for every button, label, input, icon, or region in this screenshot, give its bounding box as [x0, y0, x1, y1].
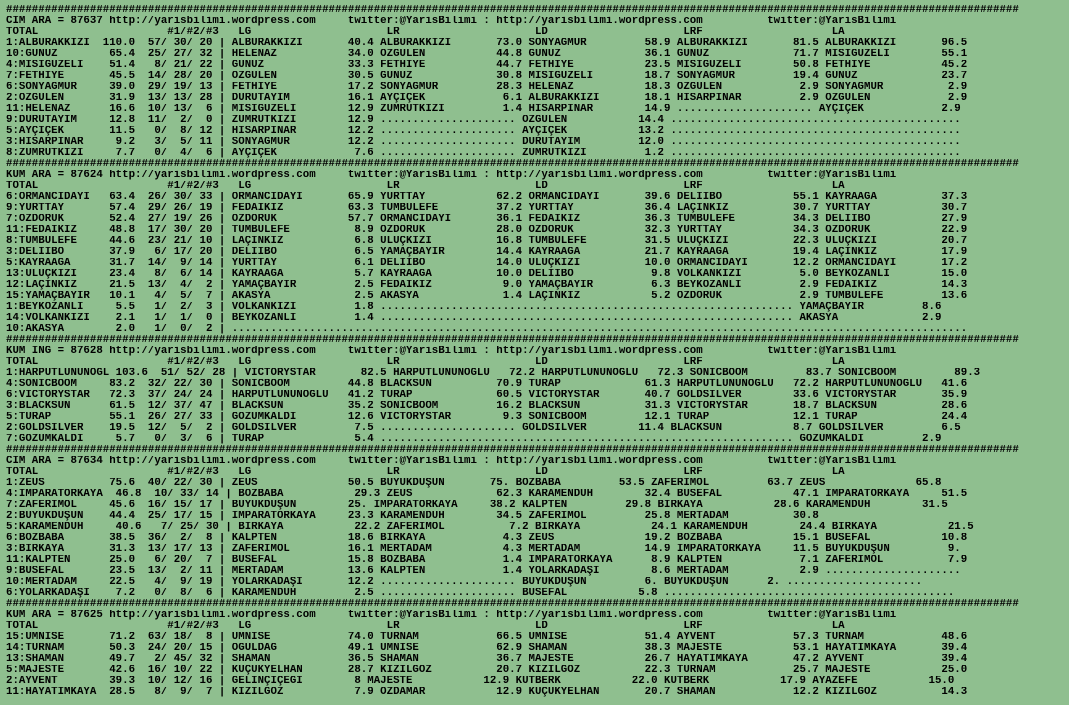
race-header-line: CIM ARA = 87637 http://yarisbilimi.wordpress.com twitter:@YarisBilimi : http://yarisbilimi.wordpress.com twitter:@YarisBilimi [6, 16, 897, 27]
result-row: 5:KARAMENDUH 40.6 7/ 25/ 30 | BİRKAYA 22.2 ZAFERİMOL 7.2 BİRKAYA 24.1 KARAMENDUH 24.4 BİRKAYA 21.5 [6, 522, 974, 533]
result-row: 3:HISARPINAR 9.2 3/ 5/ 11 | SONYAĞMUR 12.2 ..................... DURUTAYIM 12.0 ............................................. [6, 137, 961, 148]
column-header-line: TOTAL #1/#2/#3 LG LR LD LRF LA [6, 357, 845, 368]
result-row: 15:YAMAÇBAYIR 10.1 4/ 5/ 7 | AKASYA 2.5 AKASYA 1.4 LAÇİNKIZ 5.2 ÖZDORUK 2.9 TUMBULEFE 13.6 [6, 291, 968, 302]
result-row: 14:TURNAM 50.3 24/ 20/ 15 | OĞULDAĞ 49.1 UMNİSE 62.9 SHAMAN 38.3 MAJESTE 53.1 HAYATIMKAYA 39.4 [6, 643, 968, 654]
result-row: 10:AKASYA 2.0 1/ 0/ 2 | .................................................................................................................. [6, 324, 968, 335]
result-row: 11:FEDAİKIZ 48.8 17/ 30/ 20 | TUMBULEFE 8.9 ÖZDORUK 28.0 ÖZDORUK 32.3 YURTTAY 34.3 ÖZDORUK 22.9 [6, 225, 968, 236]
result-row: 11:KALPTEN 25.0 6/ 20/ 7 | BUSEFAL 15.8 BOZBABA 1.4 İMPARATORKAYA 8.9 KALPTEN 7.1 ZAFERİMOL 7.9 [6, 555, 968, 566]
result-row: 9:YURTTAY 57.4 29/ 26/ 19 | FEDAİKIZ 63.3 TUMBULEFE 37.2 YURTTAY 36.4 LAÇİNKIZ 30.7 YURTTAY 30.7 [6, 203, 968, 214]
result-row: 8:TUMBULEFE 44.6 23/ 21/ 10 | LAÇİNKIZ 6.8 ULUÇKIZI 16.8 TUMBULEFE 31.5 ULUÇKIZI 22.3 ULUÇKIZI 20.7 [6, 236, 968, 247]
result-row: 3:DELİİBO 37.9 6/ 17/ 20 | DELİİBO 6.5 YAMAÇBAYIR 14.4 KAYRAAĞA 21.7 KAYRAAĞA 19.4 LAÇİNKIZ 17.9 [6, 247, 968, 258]
result-row: 4:İMPARATORKAYA 46.8 10/ 33/ 14 | BOZBABA 29.3 ZEUS 62.3 KARAMENDUH 32.4 BUSEFAL 47.1 İMPARATORKAYA 51.5 [6, 489, 968, 500]
result-row: 11:HAYATIMKAYA 28.5 8/ 9/ 7 | KIZILGÖZ 7.9 ÖZDAMAR 12.9 KÜÇÜKYELHAN 20.7 SHAMAN 12.2 KIZILGÖZ 14.3 [6, 687, 968, 698]
result-row: 6:YOLARKADAŞI 7.2 0/ 8/ 6 | KARAMENDUH 2.5 ..................... BUSEFAL 5.8 ............................................. [6, 588, 955, 599]
result-row: 5:AYÇIÇEK 11.5 0/ 8/ 12 | HISARPINAR 12.2 ..................... AYÇIÇEK 13.2 ............................................. [6, 126, 961, 137]
column-header-line: TOTAL #1/#2/#3 LG LR LD LRF LA [6, 27, 845, 38]
result-row: 6:SONYAĞMUR 39.0 29/ 19/ 13 | FETHIYE 17.2 SONYAĞMUR 28.3 HELENAZ 18.3 ÖZGÜLEN 2.9 SONYAĞMUR 2.9 [6, 82, 968, 93]
result-row: 5:TURAP 55.1 26/ 27/ 33 | GÖZÜMKALDI 12.6 VICTORYSTAR 9.3 SONICBOOM 12.1 TURAP 12.1 TURAP 24.4 [6, 412, 968, 423]
race-header-line: CIM ARA = 87634 http://yarisbilimi.wordpress.com twitter:@YarisBilimi : http://yarisbilimi.wordpress.com twitter:@YarisBilimi [6, 456, 897, 467]
result-row: 3:BİRKAYA 31.3 13/ 17/ 13 | ZAFERİMOL 16.1 MERTADAM 4.3 MERTADAM 14.9 İMPARATORKAYA 11.5 BÜYÜKDÜŞÜN 9. [6, 544, 961, 555]
race-header-line: KUM ARA = 87625 http://yarisbilimi.wordpress.com twitter:@YarisBilimi : http://yarisbilimi.wordpress.com twitter:@YarisBilimi [6, 610, 897, 621]
result-row: 7:GÖZÜMKALDI 5.7 0/ 3/ 6 | TURAP 5.4 ................................................................ GÖZÜMKALDI 2.9 [6, 434, 942, 445]
result-row: 4:MISIGÜZELI 51.4 8/ 21/ 22 | GÜNÜZ 33.3 FETHIYE 44.7 FETHIYE 23.5 MISIGÜZELI 50.8 FETHIYE 45.2 [6, 60, 968, 71]
result-row: 8:ZÜMRÜTKIZI 7.7 0/ 4/ 6 | AYÇIÇEK 7.6 ..................... ZÜMRÜTKIZI 1.2 ............................................. [6, 148, 961, 159]
result-row: 5:MAJESTE 42.6 16/ 10/ 22 | KÜÇÜKYELHAN 28.7 KIZILGÖZ 20.7 KIZILGÖZ 22.3 TURNAM 25.7 MAJESTE 25.0 [6, 665, 968, 676]
race-header-line: KUM ING = 87628 http://yarisbilimi.wordpress.com twitter:@YarisBilimi : http://yarisbilimi.wordpress.com twitter:@YarisBilimi [6, 346, 897, 357]
result-row: 4:SONICBOOM 83.2 32/ 22/ 30 | SONICBOOM 44.8 BLACKSUN 70.9 TURAP 61.3 HARPUTLUNUNOĞLU 72.2 HARPUTLUNUNOĞLU 41.6 [6, 379, 968, 390]
result-row: 2:ÖZGÜLEN 31.9 13/ 13/ 28 | DURUTAYIM 16.1 AYÇIÇEK 6.1 ALBURAKKIZI 18.1 HISARPINAR 2.9 ÖZGÜLEN 2.9 [6, 93, 968, 104]
result-row: 9:BUSEFAL 23.5 13/ 2/ 11 | MERTADAM 13.6 KALPTEN 1.4 YOLARKADAŞI 8.6 MERTADAM 2.9 ..................... [6, 566, 961, 577]
result-row: 1:ZEUS 75.6 40/ 22/ 30 | ZEUS 50.5 BÜYÜKDÜŞÜN 75. BOZBABA 53.5 ZAFERİMOL 63.7 ZEUS 65.8 [6, 478, 942, 489]
result-row: 13:SHAMAN 49.7 2/ 45/ 32 | SHAMAN 36.5 SHAMAN 36.7 MAJESTE 26.7 HAYATIMKAYA 47.2 AYVENT 39.4 [6, 654, 968, 665]
separator-line: ############################################################################################################################################################# [6, 159, 1019, 170]
separator-line: ############################################################################################################################################################# [6, 445, 1019, 456]
result-row: 10:GÜNÜZ 65.4 25/ 27/ 32 | HELENAZ 34.0 ÖZGÜLEN 44.8 GÜNÜZ 36.1 GÜNÜZ 71.7 MISIGÜZELI 55.1 [6, 49, 968, 60]
result-row: 7:ÖZDORUK 52.4 27/ 19/ 26 | ÖZDORUK 57.7 ORMANCIDAYI 36.1 FEDAİKIZ 36.3 TUMBULEFE 34.3 DELİİBO 27.9 [6, 214, 968, 225]
result-row: 15:UMNİSE 71.2 63/ 18/ 8 | UMNİSE 74.0 TURNAM 66.5 UMNİSE 51.4 AYVENT 57.3 TURNAM 48.6 [6, 632, 968, 643]
result-row: 3:BLACKSUN 61.5 12/ 37/ 47 | BLACKSUN 35.2 SONICBOOM 16.2 BLACKSUN 31.3 VICTORYSTAR 18.7 BLACKSUN 28.6 [6, 401, 968, 412]
separator-line: ############################################################################################################################################################# [6, 599, 1019, 610]
result-row: 13:ULUÇKIZI 23.4 8/ 6/ 14 | KAYRAAĞA 5.7 KAYRAAĞA 10.0 DELİİBO 9.8 VOLKANKIZI 5.0 BEYKOZANLI 15.0 [6, 269, 968, 280]
result-row: 1:ALBURAKKIZI 110.0 57/ 30/ 20 | ALBURAKKIZI 40.4 ALBURAKKIZI 73.0 SONYAĞMUR 58.9 ALBURAKKIZI 81.5 ALBURAKKIZI 96.5 [6, 38, 968, 49]
result-row: 12:LAÇİNKIZ 21.5 13/ 4/ 2 | YAMAÇBAYIR 2.5 FEDAİKIZ 9.0 YAMAÇBAYIR 6.3 BEYKOZANLI 2.9 FEDAİKIZ 14.3 [6, 280, 968, 291]
result-row: 9:DURUTAYIM 12.8 11/ 2/ 0 | ZÜMRÜTKIZI 12.9 ..................... ÖZGÜLEN 14.4 ............................................. [6, 115, 961, 126]
result-row: 2:AYVENT 39.3 10/ 12/ 16 | GELİNÇİÇEĞİ 8 MAJESTE 12.9 KUTBERK 22.0 KUTBERK 17.9 AYAZEFE 15.0 [6, 676, 955, 687]
result-row: 14:VOLKANKIZI 2.1 1/ 1/ 0 | BEYKOZANLI 1.4 ................................................................ AKASYA 2.9 [6, 313, 942, 324]
result-row: 11:HELENAZ 16.6 10/ 13/ 6 | MISIGÜZELI 12.9 ZÜMRÜTKIZI 1.4 HISARPINAR 14.9 ..................... AYÇIÇEK 2.9 [6, 104, 961, 115]
result-row: 7:FETHIYE 45.5 14/ 28/ 20 | ÖZGÜLEN 30.5 GÜNÜZ 30.8 MISIGÜZELI 18.7 SONYAĞMUR 19.4 GÜNÜZ 23.7 [6, 71, 968, 82]
result-row: 6:BOZBABA 38.5 36/ 2/ 8 | KALPTEN 18.6 BİRKAYA 4.3 ZEUS 19.2 BOZBABA 15.1 BUSEFAL 10.8 [6, 533, 968, 544]
result-row: 7:ZAFERİMOL 45.6 16/ 15/ 17 | BÜYÜKDÜŞÜN 25. İMPARATORKAYA 38.2 KALPTEN 29.8 BİRKAYA 28.6 KARAMENDUH 31.5 [6, 500, 948, 511]
separator-line: ############################################################################################################################################################# [6, 5, 1019, 16]
result-row: 5:KAYRAAĞA 31.7 14/ 9/ 14 | YURTTAY 6.1 DELİİBO 14.0 ULUÇKIZI 10.0 ORMANCIDAYI 12.2 ORMANCIDAYI 17.2 [6, 258, 968, 269]
race-report-sheet [6, 5, 1066, 703]
column-header-line: TOTAL #1/#2/#3 LG LR LD LRF LA [6, 467, 845, 478]
result-row: 6:VICTORYSTAR 72.3 37/ 24/ 24 | HARPUTLUNUNOĞLU 41.2 TURAP 60.5 VICTORYSTAR 40.7 GOLDSILVER 33.6 VICTORYSTAR 35.9 [6, 390, 968, 401]
result-row: 2:BÜYÜKDÜŞÜN 44.4 25/ 17/ 15 | İMPARATORKAYA 23.3 KARAMENDUH 34.5 ZAFERİMOL 25.8 MERTADAM 30.8 [6, 511, 819, 522]
result-row: 1:BEYKOZANLI 5.5 1/ 2/ 3 | VOLKANKIZI 1.8 ................................................................ YAMAÇBAYIR 8.6 [6, 302, 942, 313]
column-header-line: TOTAL #1/#2/#3 LG LR LD LRF LA [6, 181, 845, 192]
race-header-line: KUM ARA = 87624 http://yarisbilimi.wordpress.com twitter:@YarisBilimi : http://yarisbilimi.wordpress.com twitter:@YarisBilimi [6, 170, 897, 181]
column-header-line: TOTAL #1/#2/#3 LG LR LD LRF LA [6, 621, 845, 632]
separator-line: ############################################################################################################################################################# [6, 335, 1019, 346]
result-row: 10:MERTADAM 22.5 4/ 9/ 19 | YOLARKADAŞI 12.2 ..................... BÜYÜKDÜŞÜN 6. BÜYÜKDÜŞÜN 2. ..................... [6, 577, 923, 588]
result-row: 6:ORMANCIDAYI 63.4 26/ 30/ 33 | ORMANCIDAYI 65.9 YURTTAY 62.2 ORMANCIDAYI 39.6 DELİİBO 55.1 KAYRAAĞA 37.3 [6, 192, 968, 203]
result-row: 1:HARPUTLUNUNOĞL 103.6 51/ 52/ 28 | VICTORYSTAR 82.5 HARPUTLUNUNOĞLU 72.2 HARPUTLUNUNOĞLU 72.3 SONICBOOM 83.7 SONICBOOM 89.3 [6, 368, 981, 379]
result-row: 2:GOLDSILVER 19.5 12/ 5/ 2 | GOLDSILVER 7.5 ..................... GOLDSILVER 11.4 BLACKSUN 8.7 GOLDSILVER 6.5 [6, 423, 961, 434]
